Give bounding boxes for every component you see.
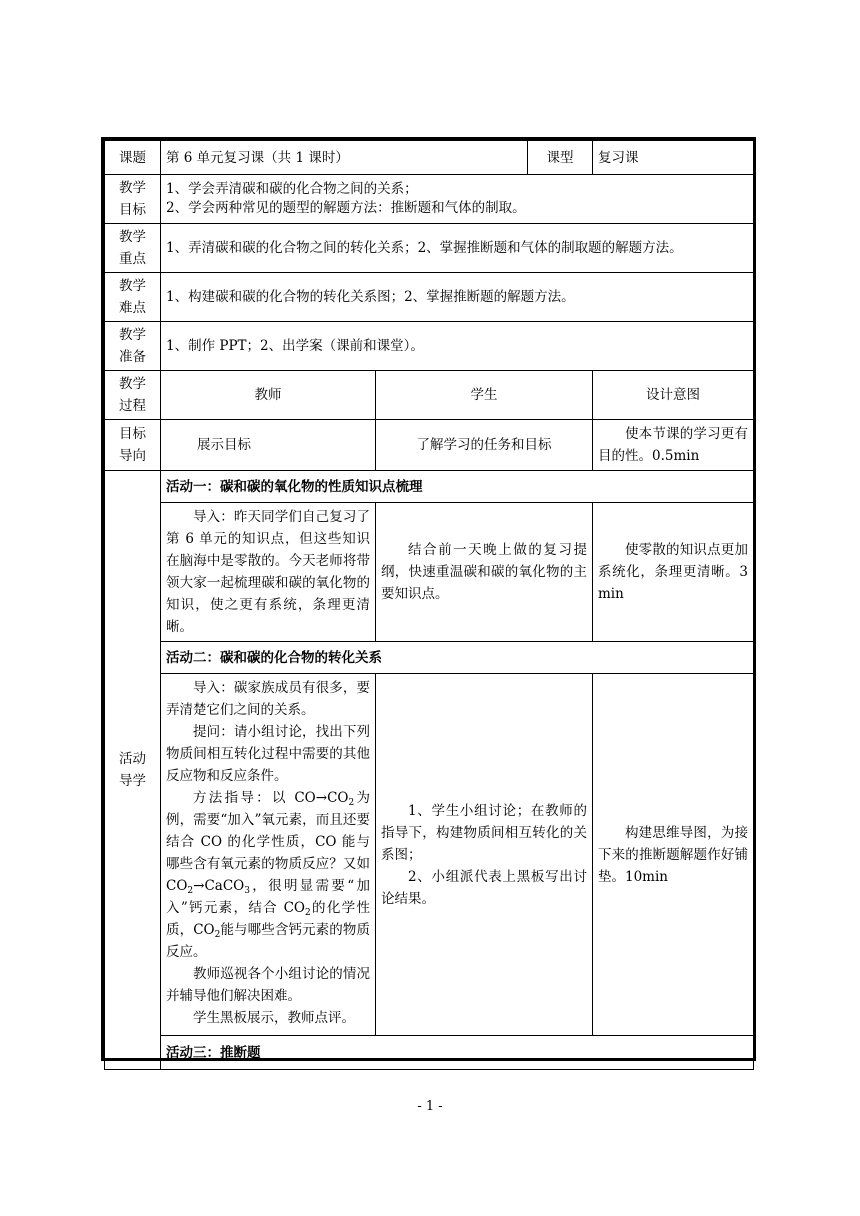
activity2-teacher-patrol: 教师巡视各个小组讨论的情况并辅导他们解决困难。	[166, 966, 370, 1004]
preparation-label	[105, 322, 161, 371]
row-activity2-title	[105, 642, 754, 674]
process-label-line1: 教学	[119, 376, 146, 392]
difficulties-text: 1、构建碳和碳的化合物的转化关系图；2、掌握推断题的解题方法。	[161, 273, 754, 322]
method-text-a: 方法指导：以 CO→CO	[193, 790, 349, 806]
method-text-e: 的化学性质，CO	[166, 900, 371, 938]
teacher-column-header: 教师	[161, 371, 376, 420]
activity2-intent-text: 构建思维导图，为接下来的推断题解题作好铺垫。10min	[598, 824, 748, 885]
lesson-plan-table	[104, 140, 754, 1070]
activity2-teacher-question: 提问：请小组讨论，找出下列物质间相互转化过程中需要的其他反应物和反应条件。	[166, 724, 370, 784]
goal-guide-label-line1: 目标	[119, 426, 146, 442]
goals-label	[105, 175, 161, 224]
goals-text	[161, 175, 754, 224]
goals-label-line2: 目标	[119, 202, 146, 218]
key-points-label-line2: 重点	[119, 251, 146, 267]
goals-label-line1: 教学	[119, 180, 146, 196]
page-number: - 1 -	[417, 1099, 443, 1114]
difficulties-label-line1: 教学	[119, 278, 146, 294]
preparation-label-line2: 准备	[119, 349, 146, 365]
lesson-type-label: 课型	[528, 141, 593, 175]
row-goals	[105, 175, 754, 224]
intent-column-header: 设计意图	[593, 371, 754, 420]
activity-section-label	[105, 471, 161, 1070]
activity1-intent-text: 使零散的知识点更加系统化，条理更清晰。3min	[598, 542, 748, 602]
row-process-header	[105, 371, 754, 420]
row-key-points	[105, 224, 754, 273]
goal-guide-label	[105, 420, 161, 471]
topic-label: 课题	[105, 141, 161, 175]
goals-line-2: 2、学会两种常见的题型的解题方法：推断题和气体的制取。	[166, 200, 526, 216]
activity2-teacher-method	[166, 787, 370, 963]
subscript: 2	[304, 908, 311, 918]
activity-section-label-line1: 活动	[119, 751, 146, 767]
activity2-student-step2: 2、小组派代表上黑板写出讨论结果。	[381, 868, 587, 907]
activity2-title: 活动二：碳和碳的化合物的转化关系	[161, 642, 754, 674]
row-preparation	[105, 322, 754, 371]
key-points-label	[105, 224, 161, 273]
preparation-label-line1: 教学	[119, 327, 146, 343]
key-points-text: 1、弄清碳和碳的化合物之间的转化关系；2、掌握推断题和气体的制取题的解题方法。	[161, 224, 754, 273]
row-activity2-content	[105, 674, 754, 1036]
method-text-d: ，很明显需要“加入”钙元素，结合 CO	[166, 878, 370, 916]
row-activity3-title	[105, 1036, 754, 1070]
activity1-intent-cell	[593, 503, 754, 642]
goal-guide-label-line2: 导向	[119, 448, 146, 464]
activity2-student-cell	[376, 674, 593, 1036]
goal-guide-student: 了解学习的任务和目标	[376, 420, 593, 471]
row-activity1-title	[105, 471, 754, 503]
activity1-student-text: 结合前一天晚上做的复习提纲，快速重温碳和碳的氧化物的主要知识点。	[381, 542, 587, 602]
method-text-b: 为例，需要“加入”氧元素，而且还要结合 CO 的化学性质，CO 能与哪些含有氧元素的物质反应？又如 CO	[166, 790, 370, 894]
topic-value: 第 6 单元复习课（共 1 课时）	[161, 141, 528, 175]
subscript: 2	[187, 886, 194, 896]
activity1-teacher-text: 导入：昨天同学们自己复习了第 6 单元的知识点，但这些知识在脑海中是零散的。今天老师将带领大家一起梳理碳和碳的氧化物的知识，使之更有系统，条理更清晰。	[166, 509, 370, 635]
goal-guide-teacher: 展示目标	[161, 420, 376, 471]
row-goal-guide	[105, 420, 754, 471]
method-text-c: →CaCO	[193, 878, 245, 894]
difficulties-label	[105, 273, 161, 322]
goal-guide-intent	[593, 420, 754, 471]
preparation-text: 1、制作 PPT；2、出学案（课前和课堂）。	[161, 322, 754, 371]
row-difficulties	[105, 273, 754, 322]
subscript: 2	[214, 930, 221, 940]
lesson-type-value: 复习课	[593, 141, 754, 175]
activity2-teacher-intro: 导入：碳家族成员有很多，要弄清楚它们之间的关系。	[166, 680, 370, 718]
subscript: 2	[348, 798, 355, 808]
subscript: 3	[244, 886, 250, 896]
method-text-f: 能与哪些含钙元素的物质反应。	[166, 922, 370, 960]
activity2-teacher-cell	[161, 674, 376, 1036]
activity1-title: 活动一：碳和碳的氧化物的性质知识点梳理	[161, 471, 754, 503]
activity-section-label-line2: 导学	[119, 773, 146, 789]
key-points-label-line1: 教学	[119, 229, 146, 245]
process-label-line2: 过程	[119, 398, 146, 414]
difficulties-label-line2: 难点	[119, 300, 146, 316]
goals-line-1: 1、学会弄清碳和碳的化合物之间的关系；	[166, 181, 418, 197]
activity1-teacher-cell	[161, 503, 376, 642]
process-label	[105, 371, 161, 420]
student-column-header: 学生	[376, 371, 593, 420]
row-topic	[105, 141, 754, 175]
activity2-intent-cell	[593, 674, 754, 1036]
activity2-teacher-review: 学生黑板展示，教师点评。	[193, 1010, 355, 1026]
activity1-student-cell	[376, 503, 593, 642]
activity2-student-step1: 1、学生小组讨论；在教师的指导下，构建物质间相互转化的关系图；	[381, 802, 587, 863]
activity3-title: 活动三：推断题	[161, 1036, 754, 1070]
goal-guide-intent-text: 使本节课的学习更有目的性。0.5min	[598, 426, 748, 464]
row-activity1-content	[105, 503, 754, 642]
